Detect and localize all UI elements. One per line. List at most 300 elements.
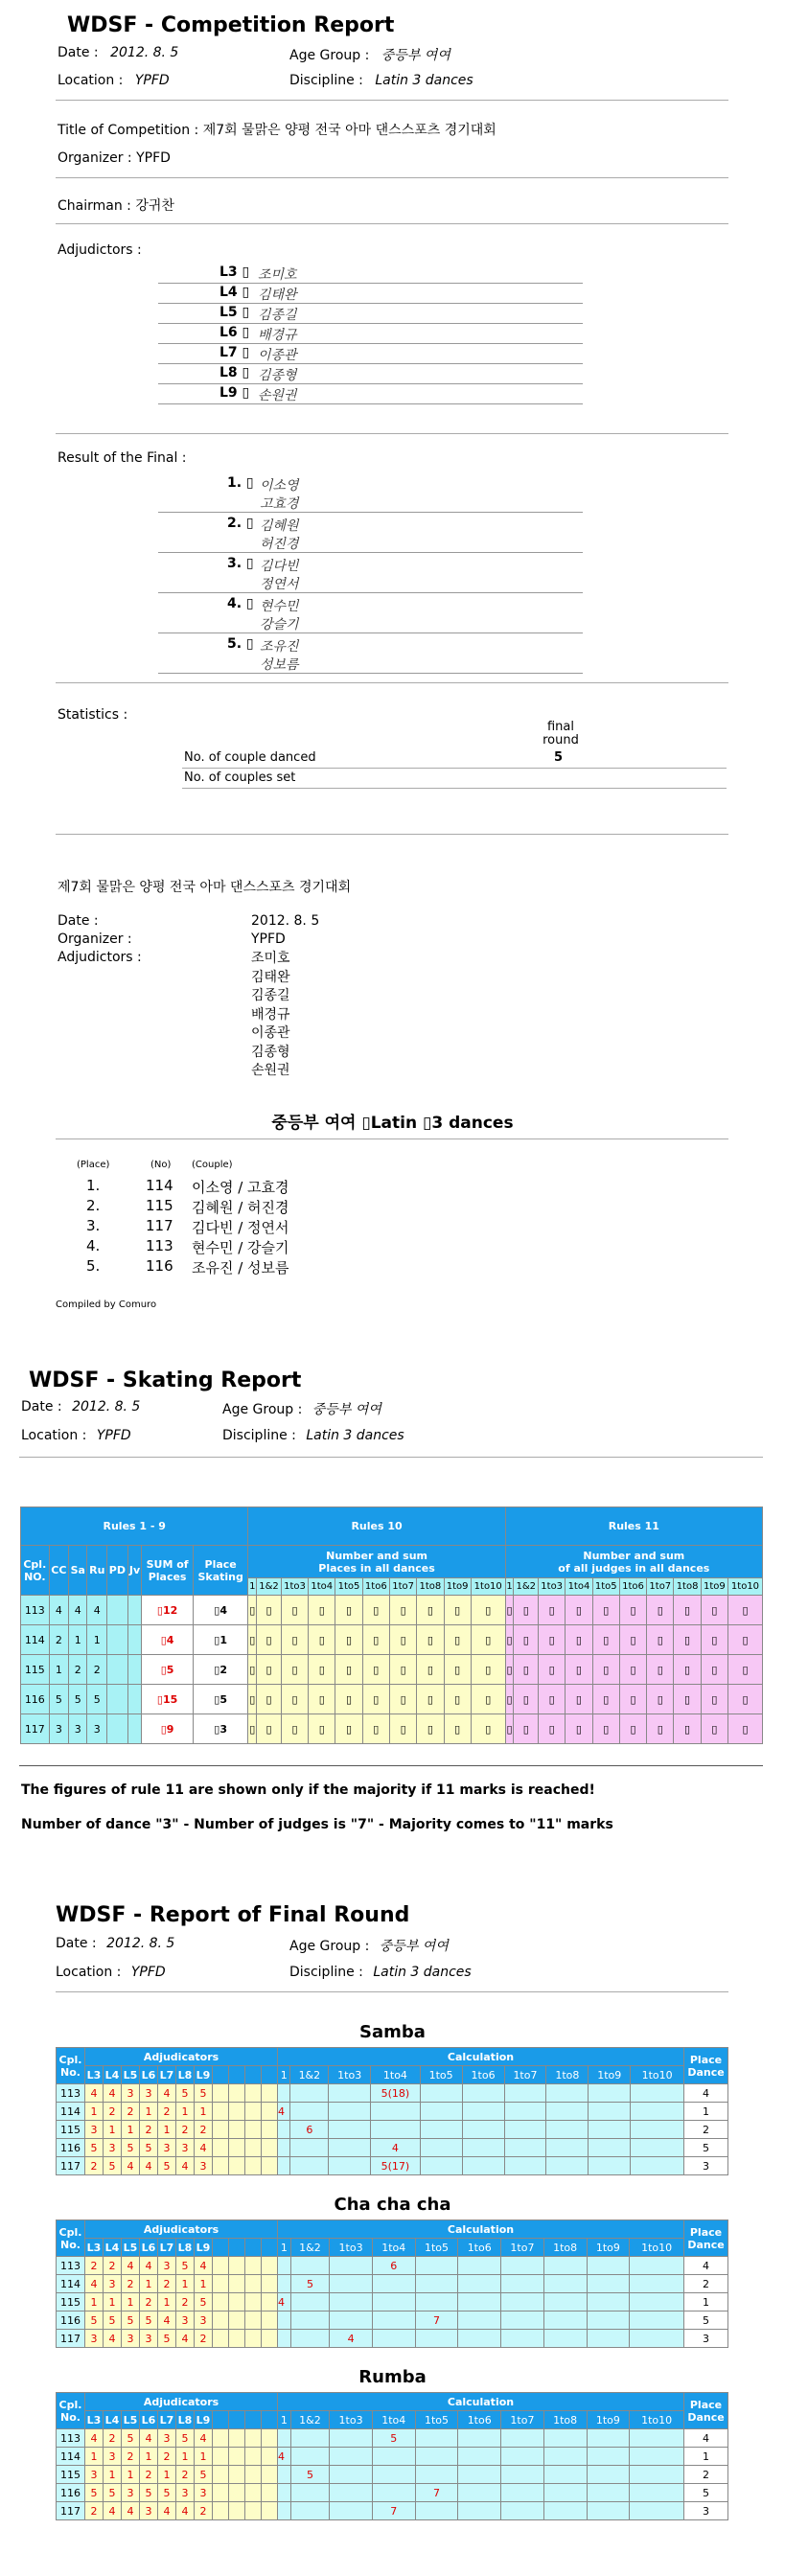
place-skating: ▯2 <box>193 1655 248 1685</box>
couple-number: 117 <box>21 1714 50 1744</box>
calc-cell <box>420 2139 462 2157</box>
summary-number: 116 <box>146 1257 173 1275</box>
adjudicator-row <box>158 345 583 364</box>
calc-cell <box>290 2139 329 2157</box>
empty-mark <box>213 2293 229 2312</box>
summary-title: 제7회 물맑은 양평 전국 아마 댄스스포츠 경기대회 <box>58 880 352 895</box>
summary-number: 114 <box>146 1177 173 1194</box>
summary-adjudicator: 배경규 <box>251 1006 290 1023</box>
rule11-cell: ▯ <box>701 1655 727 1685</box>
judge-mark: 5 <box>158 2330 176 2348</box>
judge-mark: 2 <box>140 2121 158 2139</box>
rule11-cell: ▯ <box>539 1655 566 1685</box>
rule11-cell: ▯ <box>592 1596 619 1625</box>
summary-couple: 현수민 / 강슬기 <box>192 1239 289 1256</box>
final-row <box>57 2448 728 2466</box>
summary-adjudicators-label: Adjudictors : <box>58 950 142 965</box>
skating-date-value: 2012. 8. 5 <box>72 1399 141 1414</box>
calc-cell <box>372 2484 415 2502</box>
calc-cell <box>278 2257 291 2275</box>
calc-cell: 4 <box>278 2103 290 2121</box>
result-row <box>158 634 583 674</box>
calc-col-header: 1to5 <box>420 2066 462 2084</box>
calc-cell <box>330 2257 373 2275</box>
judge-mark: 4 <box>104 2084 122 2103</box>
judge-mark: 4 <box>195 2139 213 2157</box>
place-dance-header: Place Dance <box>684 2220 728 2257</box>
calc-cell <box>587 2448 630 2466</box>
calc-cell <box>631 2121 684 2139</box>
skating-date-label: Date : <box>21 1399 62 1414</box>
calc-cell <box>290 2312 329 2330</box>
adjudicator-code: L5 ▯ <box>219 305 250 320</box>
calc-cell <box>543 2275 587 2293</box>
calc-cell <box>504 2121 546 2139</box>
final-row <box>57 2429 728 2448</box>
empty-mark <box>229 2139 245 2157</box>
judge-mark: 3 <box>140 2502 158 2520</box>
rule10-cell: ▯ <box>335 1685 362 1714</box>
empty-mark <box>262 2084 278 2103</box>
judge-col-header: L6 <box>140 2411 158 2429</box>
summary-adjudicator: 손원권 <box>251 1063 290 1078</box>
empty-mark <box>262 2293 278 2312</box>
jv-place <box>127 1655 142 1685</box>
dance-place: 2 <box>684 2121 728 2139</box>
rule10-cell: ▯ <box>417 1685 444 1714</box>
calc-cell <box>462 2103 504 2121</box>
calc-cell <box>415 2330 458 2348</box>
rule11-cell: ▯ <box>539 1685 566 1714</box>
rule10-cell: ▯ <box>471 1685 505 1714</box>
judge-mark: 2 <box>140 2466 158 2484</box>
calc-col-header: 1&2 <box>290 2066 329 2084</box>
judge-mark: 1 <box>122 2121 140 2139</box>
calc-cell: 4 <box>330 2330 373 2348</box>
judge-mark: 1 <box>176 2275 195 2293</box>
calc-col-header: 1to8 <box>543 2239 587 2257</box>
adjudicator-name: 김종길 <box>258 308 297 323</box>
judge-col-header: L7 <box>158 2066 176 2084</box>
couple-number: 113 <box>57 2257 85 2275</box>
judge-mark: 1 <box>158 2121 176 2139</box>
empty-mark <box>229 2429 245 2448</box>
final-row <box>57 2275 728 2293</box>
calc-cell <box>278 2312 291 2330</box>
adjudicator-code: L6 ▯ <box>219 325 250 340</box>
adjudicator-name: 김종형 <box>258 368 297 383</box>
summary-adjudicator: 김태완 <box>251 969 290 985</box>
judge-col-header: L7 <box>158 2411 176 2429</box>
calc-cell <box>458 2293 501 2312</box>
empty-mark <box>229 2084 245 2103</box>
range-col-header: 1&2 <box>257 1578 282 1596</box>
calc-cell <box>587 2466 630 2484</box>
calc-cell <box>543 2293 587 2312</box>
couple-number: 114 <box>57 2275 85 2293</box>
couple-number: 117 <box>57 2330 85 2348</box>
judge-mark: 4 <box>140 2257 158 2275</box>
final-round-table <box>56 2220 728 2348</box>
adjudicators-header: Adjudicators <box>85 2393 278 2411</box>
dance-place: 3 <box>684 2330 728 2348</box>
rule11-cell: ▯ <box>514 1655 539 1685</box>
adjudicator-name: 김태완 <box>258 288 297 303</box>
rule11-cell: ▯ <box>701 1685 727 1714</box>
adjudicator-name: 손원권 <box>258 388 297 403</box>
empty-mark <box>213 2484 229 2502</box>
final-row <box>57 2121 728 2139</box>
rule10-cell: ▯ <box>417 1625 444 1655</box>
calc-cell: 7 <box>415 2312 458 2330</box>
empty-mark <box>245 2157 262 2175</box>
rule11-cell: ▯ <box>647 1685 674 1714</box>
result-leader: 김혜원 <box>260 518 299 534</box>
skating-discipline-label: Discipline : <box>222 1428 296 1443</box>
rule11-cell: ▯ <box>619 1625 646 1655</box>
judge-mark: 1 <box>104 2121 122 2139</box>
skating-age-value: 중등부 여여 <box>312 1402 381 1417</box>
final-table-wrap <box>56 2047 728 2175</box>
adjudicators-header: Adjudicators <box>85 2048 278 2066</box>
cc-place: 3 <box>49 1714 68 1744</box>
empty-mark <box>229 2448 245 2466</box>
calc-col-header: 1to6 <box>458 2411 501 2429</box>
final-date-label: Date : <box>56 1936 97 1951</box>
rule10-cell: ▯ <box>335 1596 362 1625</box>
rule11-cell: ▯ <box>539 1596 566 1625</box>
final-round-line2: round <box>543 733 579 748</box>
rule11-cell: ▯ <box>505 1714 514 1744</box>
rule10-cell: ▯ <box>362 1625 389 1655</box>
empty-mark <box>262 2139 278 2157</box>
empty-mark <box>245 2257 262 2275</box>
empty-mark <box>213 2275 229 2293</box>
organizer-label: Organizer : <box>58 150 132 166</box>
adjudicator-row <box>158 285 583 304</box>
judge-col-header: L8 <box>176 2411 195 2429</box>
calc-cell <box>290 2257 329 2275</box>
rule11-cell: ▯ <box>647 1625 674 1655</box>
calc-cell: 4 <box>371 2139 421 2157</box>
couple-number: 117 <box>57 2157 85 2175</box>
empty-mark <box>262 2275 278 2293</box>
rule11-cell: ▯ <box>514 1685 539 1714</box>
calc-cell <box>546 2157 589 2175</box>
pd-place <box>107 1685 128 1714</box>
calc-cell <box>278 2330 291 2348</box>
adjudicator-code: L4 ▯ <box>219 285 250 300</box>
calc-col-header: 1to3 <box>329 2066 371 2084</box>
dance-place: 5 <box>684 2312 728 2330</box>
place-dance-header: Place Dance <box>684 2048 728 2084</box>
competition-value: 제7회 물맑은 양평 전국 아마 댄스스포츠 경기대회 <box>202 123 496 138</box>
jv-place <box>127 1625 142 1655</box>
cpl-no-header: Cpl. No. <box>57 2048 85 2084</box>
judge-mark: 5 <box>140 2139 158 2157</box>
judge-mark: 4 <box>140 2429 158 2448</box>
calc-col-header: 1to3 <box>330 2411 373 2429</box>
couple-number: 113 <box>57 2084 85 2103</box>
judge-mark: 1 <box>104 2466 122 2484</box>
calc-cell <box>501 2484 544 2502</box>
calc-cell <box>504 2084 546 2103</box>
judge-mark: 1 <box>85 2293 104 2312</box>
final-row <box>57 2330 728 2348</box>
pd-place <box>107 1714 128 1744</box>
couple-number: 115 <box>21 1655 50 1685</box>
calculation-header: Calculation <box>278 2393 684 2411</box>
final-discipline-value: Latin 3 dances <box>373 1965 472 1980</box>
final-row <box>57 2257 728 2275</box>
compiled-note: Compiled by Comuro <box>56 1300 157 1310</box>
judge-mark: 1 <box>195 2448 213 2466</box>
statistics-label: Statistics : <box>58 707 128 723</box>
judge-mark: 1 <box>140 2275 158 2293</box>
empty-mark <box>213 2330 229 2348</box>
discipline-value: Latin 3 dances <box>375 73 473 88</box>
rule10-cell: ▯ <box>389 1596 416 1625</box>
couple-number: 116 <box>21 1685 50 1714</box>
rule10-cell: ▯ <box>257 1685 282 1714</box>
calc-cell <box>420 2121 462 2139</box>
calc-cell <box>630 2448 684 2466</box>
judge-mark: 5 <box>122 2139 140 2157</box>
result-position: 1. ▯ <box>227 475 254 491</box>
calc-cell <box>330 2484 373 2502</box>
result-row <box>158 473 583 513</box>
couple-number: 114 <box>57 2448 85 2466</box>
rule11-cell: ▯ <box>514 1625 539 1655</box>
calc-cell <box>631 2139 684 2157</box>
rule11-cell: ▯ <box>619 1714 646 1744</box>
judge-mark: 2 <box>122 2103 140 2121</box>
rule10-cell: ▯ <box>362 1714 389 1744</box>
judge-col-header: L5 <box>122 2066 140 2084</box>
judge-col-header-empty <box>229 2239 245 2257</box>
empty-mark <box>213 2157 229 2175</box>
judge-mark: 5 <box>104 2157 122 2175</box>
judge-mark: 2 <box>176 2293 195 2312</box>
rule11-cell: ▯ <box>505 1625 514 1655</box>
calc-cell <box>278 2084 290 2103</box>
rule11-cell: ▯ <box>674 1714 701 1744</box>
empty-mark <box>245 2330 262 2348</box>
calc-cell <box>420 2103 462 2121</box>
rule11-cell: ▯ <box>728 1655 763 1685</box>
calc-cell <box>630 2293 684 2312</box>
skating-row <box>21 1714 763 1744</box>
result-row <box>158 594 583 633</box>
rule11-cell: ▯ <box>674 1685 701 1714</box>
dance-place: 3 <box>684 2157 728 2175</box>
chairman-label: Chairman : <box>58 198 131 214</box>
couples-set-label: No. of couples set <box>184 770 296 785</box>
place-header: (Place) <box>77 1160 110 1170</box>
judge-col-header: L4 <box>104 2411 122 2429</box>
result-partner: 강슬기 <box>260 617 299 632</box>
judge-mark: 4 <box>122 2257 140 2275</box>
calc-cell <box>458 2257 501 2275</box>
calc-cell: 4 <box>278 2448 291 2466</box>
calc-cell <box>630 2484 684 2502</box>
range-col-header: 1to7 <box>647 1578 674 1596</box>
calc-col-header: 1to7 <box>501 2239 544 2257</box>
calc-col-header: 1to6 <box>458 2239 501 2257</box>
empty-mark <box>229 2293 245 2312</box>
judge-col-header: L6 <box>140 2239 158 2257</box>
judge-mark: 3 <box>195 2157 213 2175</box>
calc-cell: 5 <box>290 2275 329 2293</box>
result-label: Result of the Final : <box>58 450 187 466</box>
calc-cell <box>371 2121 421 2139</box>
judge-mark: 2 <box>195 2502 213 2520</box>
rule10-cell: ▯ <box>444 1596 471 1625</box>
competition-label: Title of Competition : <box>58 123 199 138</box>
adjudicator-name: 이종관 <box>258 348 297 363</box>
judge-mark: 1 <box>195 2103 213 2121</box>
dance-col-header: CC <box>49 1546 68 1596</box>
judge-mark: 4 <box>122 2502 140 2520</box>
calc-cell <box>501 2275 544 2293</box>
sa-place: 1 <box>69 1625 87 1655</box>
judge-mark: 1 <box>195 2275 213 2293</box>
calc-cell <box>329 2121 371 2139</box>
rule11-cell: ▯ <box>674 1655 701 1685</box>
calc-cell <box>278 2157 290 2175</box>
range-col-header: 1to3 <box>539 1578 566 1596</box>
calc-cell <box>589 2084 631 2103</box>
rule11-cell: ▯ <box>728 1625 763 1655</box>
empty-mark <box>229 2484 245 2502</box>
calc-cell <box>587 2429 630 2448</box>
calc-cell <box>546 2084 589 2103</box>
calc-cell <box>546 2103 589 2121</box>
skating-discipline-value: Latin 3 dances <box>306 1428 404 1443</box>
calc-cell <box>415 2293 458 2312</box>
place-skating: ▯3 <box>193 1714 248 1744</box>
calc-cell <box>630 2275 684 2293</box>
summary-adjudicator: 이종관 <box>251 1025 290 1041</box>
rule11-cell: ▯ <box>592 1685 619 1714</box>
calc-cell <box>458 2466 501 2484</box>
rule10-cell: ▯ <box>362 1655 389 1685</box>
rule11-cell: ▯ <box>592 1625 619 1655</box>
judge-col-header: L8 <box>176 2066 195 2084</box>
judge-col-header: L8 <box>176 2239 195 2257</box>
judge-mark: 4 <box>140 2157 158 2175</box>
calc-col-header: 1to4 <box>372 2239 415 2257</box>
calc-cell <box>462 2084 504 2103</box>
calc-cell <box>330 2293 373 2312</box>
rule10-cell: ▯ <box>471 1625 505 1655</box>
pd-place <box>107 1625 128 1655</box>
calc-cell <box>504 2157 546 2175</box>
judge-mark: 5 <box>195 2293 213 2312</box>
calc-cell <box>458 2484 501 2502</box>
judge-mark: 4 <box>122 2157 140 2175</box>
summary-place: 2. <box>86 1197 101 1214</box>
r10-sub-header: Number and sum Places in all dances <box>248 1546 505 1578</box>
calc-cell <box>587 2293 630 2312</box>
empty-mark <box>213 2084 229 2103</box>
empty-mark <box>245 2502 262 2520</box>
rule11-cell: ▯ <box>647 1714 674 1744</box>
sa-place: 5 <box>69 1685 87 1714</box>
rule10-cell: ▯ <box>471 1655 505 1685</box>
couple-number: 115 <box>57 2466 85 2484</box>
judge-mark: 2 <box>104 2103 122 2121</box>
judge-mark: 2 <box>158 2275 176 2293</box>
sum-of-places: ▯12 <box>142 1596 194 1625</box>
judge-mark: 4 <box>176 2330 195 2348</box>
competition-row <box>58 120 496 139</box>
rule10-cell: ▯ <box>281 1685 308 1714</box>
judge-mark: 4 <box>85 2429 104 2448</box>
calc-cell <box>372 2293 415 2312</box>
rule10-cell: ▯ <box>335 1625 362 1655</box>
date-value: 2012. 8. 5 <box>110 45 179 60</box>
judge-mark: 1 <box>85 2103 104 2121</box>
judge-mark: 3 <box>104 2139 122 2157</box>
result-position: 4. ▯ <box>227 596 254 611</box>
calc-cell <box>290 2448 329 2466</box>
calc-cell <box>543 2466 587 2484</box>
place-skating: ▯1 <box>193 1625 248 1655</box>
rule11-cell: ▯ <box>514 1596 539 1625</box>
calc-cell <box>630 2429 684 2448</box>
place-skating: ▯5 <box>193 1685 248 1714</box>
skating-age-label: Age Group : <box>222 1402 303 1417</box>
calc-cell <box>278 2466 291 2484</box>
judge-col-header: L4 <box>104 2239 122 2257</box>
dance-place: 1 <box>684 2293 728 2312</box>
empty-mark <box>262 2121 278 2139</box>
adjudicator-row <box>158 365 583 384</box>
judge-mark: 1 <box>176 2103 195 2121</box>
final-date-row <box>56 1936 174 1951</box>
calc-cell <box>501 2448 544 2466</box>
rule11-cell: ▯ <box>592 1655 619 1685</box>
couple-number: 114 <box>57 2103 85 2121</box>
final-discipline-row <box>289 1965 472 1980</box>
cc-place: 1 <box>49 1655 68 1685</box>
calc-col-header: 1to4 <box>372 2411 415 2429</box>
judge-col-header-empty <box>262 2411 278 2429</box>
judge-mark: 5 <box>140 2312 158 2330</box>
calc-cell <box>330 2312 373 2330</box>
summary-couple: 김혜원 / 허진경 <box>192 1199 289 1216</box>
couple-number: 113 <box>21 1596 50 1625</box>
judge-mark: 3 <box>104 2275 122 2293</box>
judge-mark: 1 <box>122 2293 140 2312</box>
final-round-line1: final <box>546 720 574 734</box>
summary-organizer-label: Organizer : <box>58 932 132 947</box>
judge-mark: 5 <box>104 2484 122 2502</box>
calc-cell <box>458 2448 501 2466</box>
calc-cell <box>290 2103 329 2121</box>
ru-place: 5 <box>87 1685 107 1714</box>
calc-cell <box>543 2312 587 2330</box>
ru-place: 4 <box>87 1596 107 1625</box>
calc-cell: 5 <box>372 2429 415 2448</box>
majority-note: Number of dance "3" - Number of judges is "7" - Majority comes to "11" marks <box>21 1817 613 1832</box>
calc-cell <box>546 2139 589 2157</box>
final-location-label: Location : <box>56 1965 122 1980</box>
sa-place: 3 <box>69 1714 87 1744</box>
calc-cell: 6 <box>372 2257 415 2275</box>
rule11-cell: ▯ <box>566 1625 592 1655</box>
